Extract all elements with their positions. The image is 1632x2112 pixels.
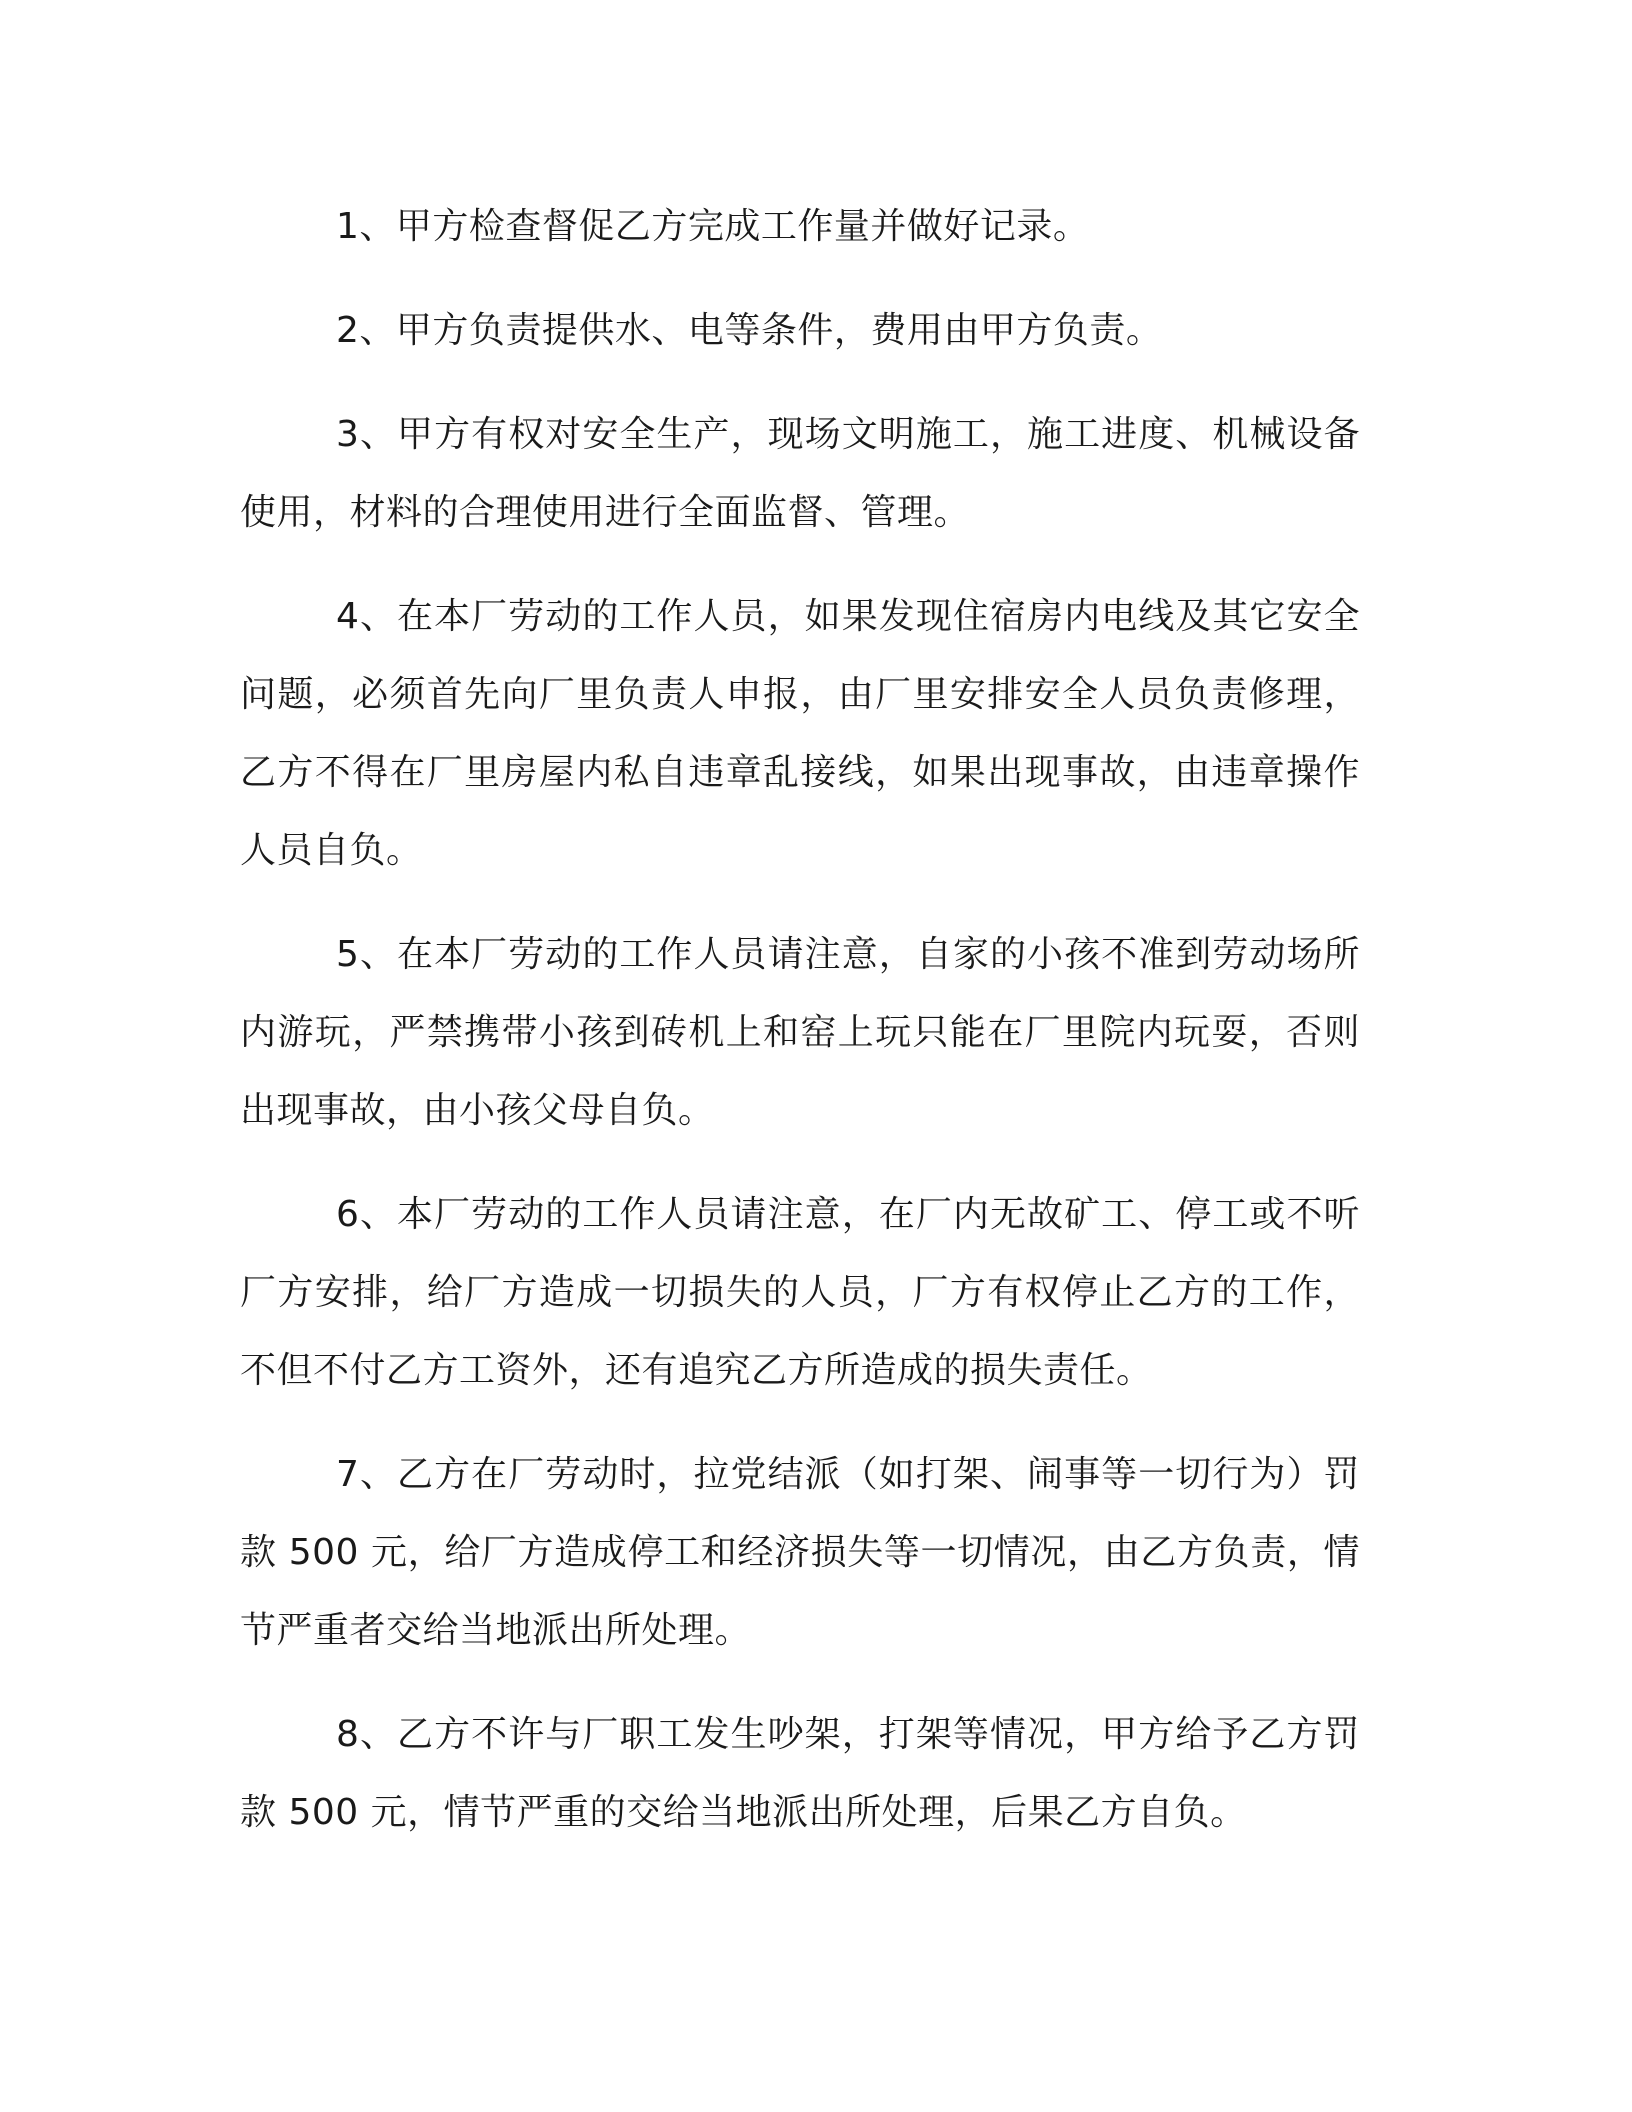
clause-8: 8、乙方不许与厂职工发生吵架，打架等情况，甲方给予乙方罚款 500 元，情节严重的交给当地派出所处理，后果乙方自负。 [240,1714,1360,1833]
clause-1: 1、甲方检查督促乙方完成工作量并做好记录。 [336,206,1090,247]
clause-4: 4、在本厂劳动的工作人员，如果发现住宿房内电线及其它安全问题，必须首先向厂里负责人申报，由厂里安排安全人员负责修理，乙方不得在厂里房屋内私自违章乱接线，如果出现事故，由违章操作人员自负。 [240,596,1360,871]
clause-2: 2、甲方负责提供水、电等条件，费用由甲方负责。 [336,310,1163,351]
clause-3: 3、甲方有权对安全生产，现场文明施工，施工进度、机械设备使用，材料的合理使用进行全面监督、管理。 [240,414,1360,533]
clause-7: 7、乙方在厂劳动时，拉党结派（如打架、闹事等一切行为）罚款 500 元，给厂方造成停工和经济损失等一切情况，由乙方负责，情节严重者交给当地派出所处理。 [240,1454,1360,1651]
clause-6: 6、本厂劳动的工作人员请注意，在厂内无故矿工、停工或不听厂方安排，给厂方造成一切损失的人员，厂方有权停止乙方的工作，不但不付乙方工资外，还有追究乙方所造成的损失责任。 [240,1194,1360,1391]
clause-5: 5、在本厂劳动的工作人员请注意，自家的小孩不准到劳动场所内游玩，严禁携带小孩到砖机上和窑上玩只能在厂里院内玩耍，否则出现事故，由小孩父母自负。 [240,934,1360,1131]
document-body [240,188,1360,1878]
